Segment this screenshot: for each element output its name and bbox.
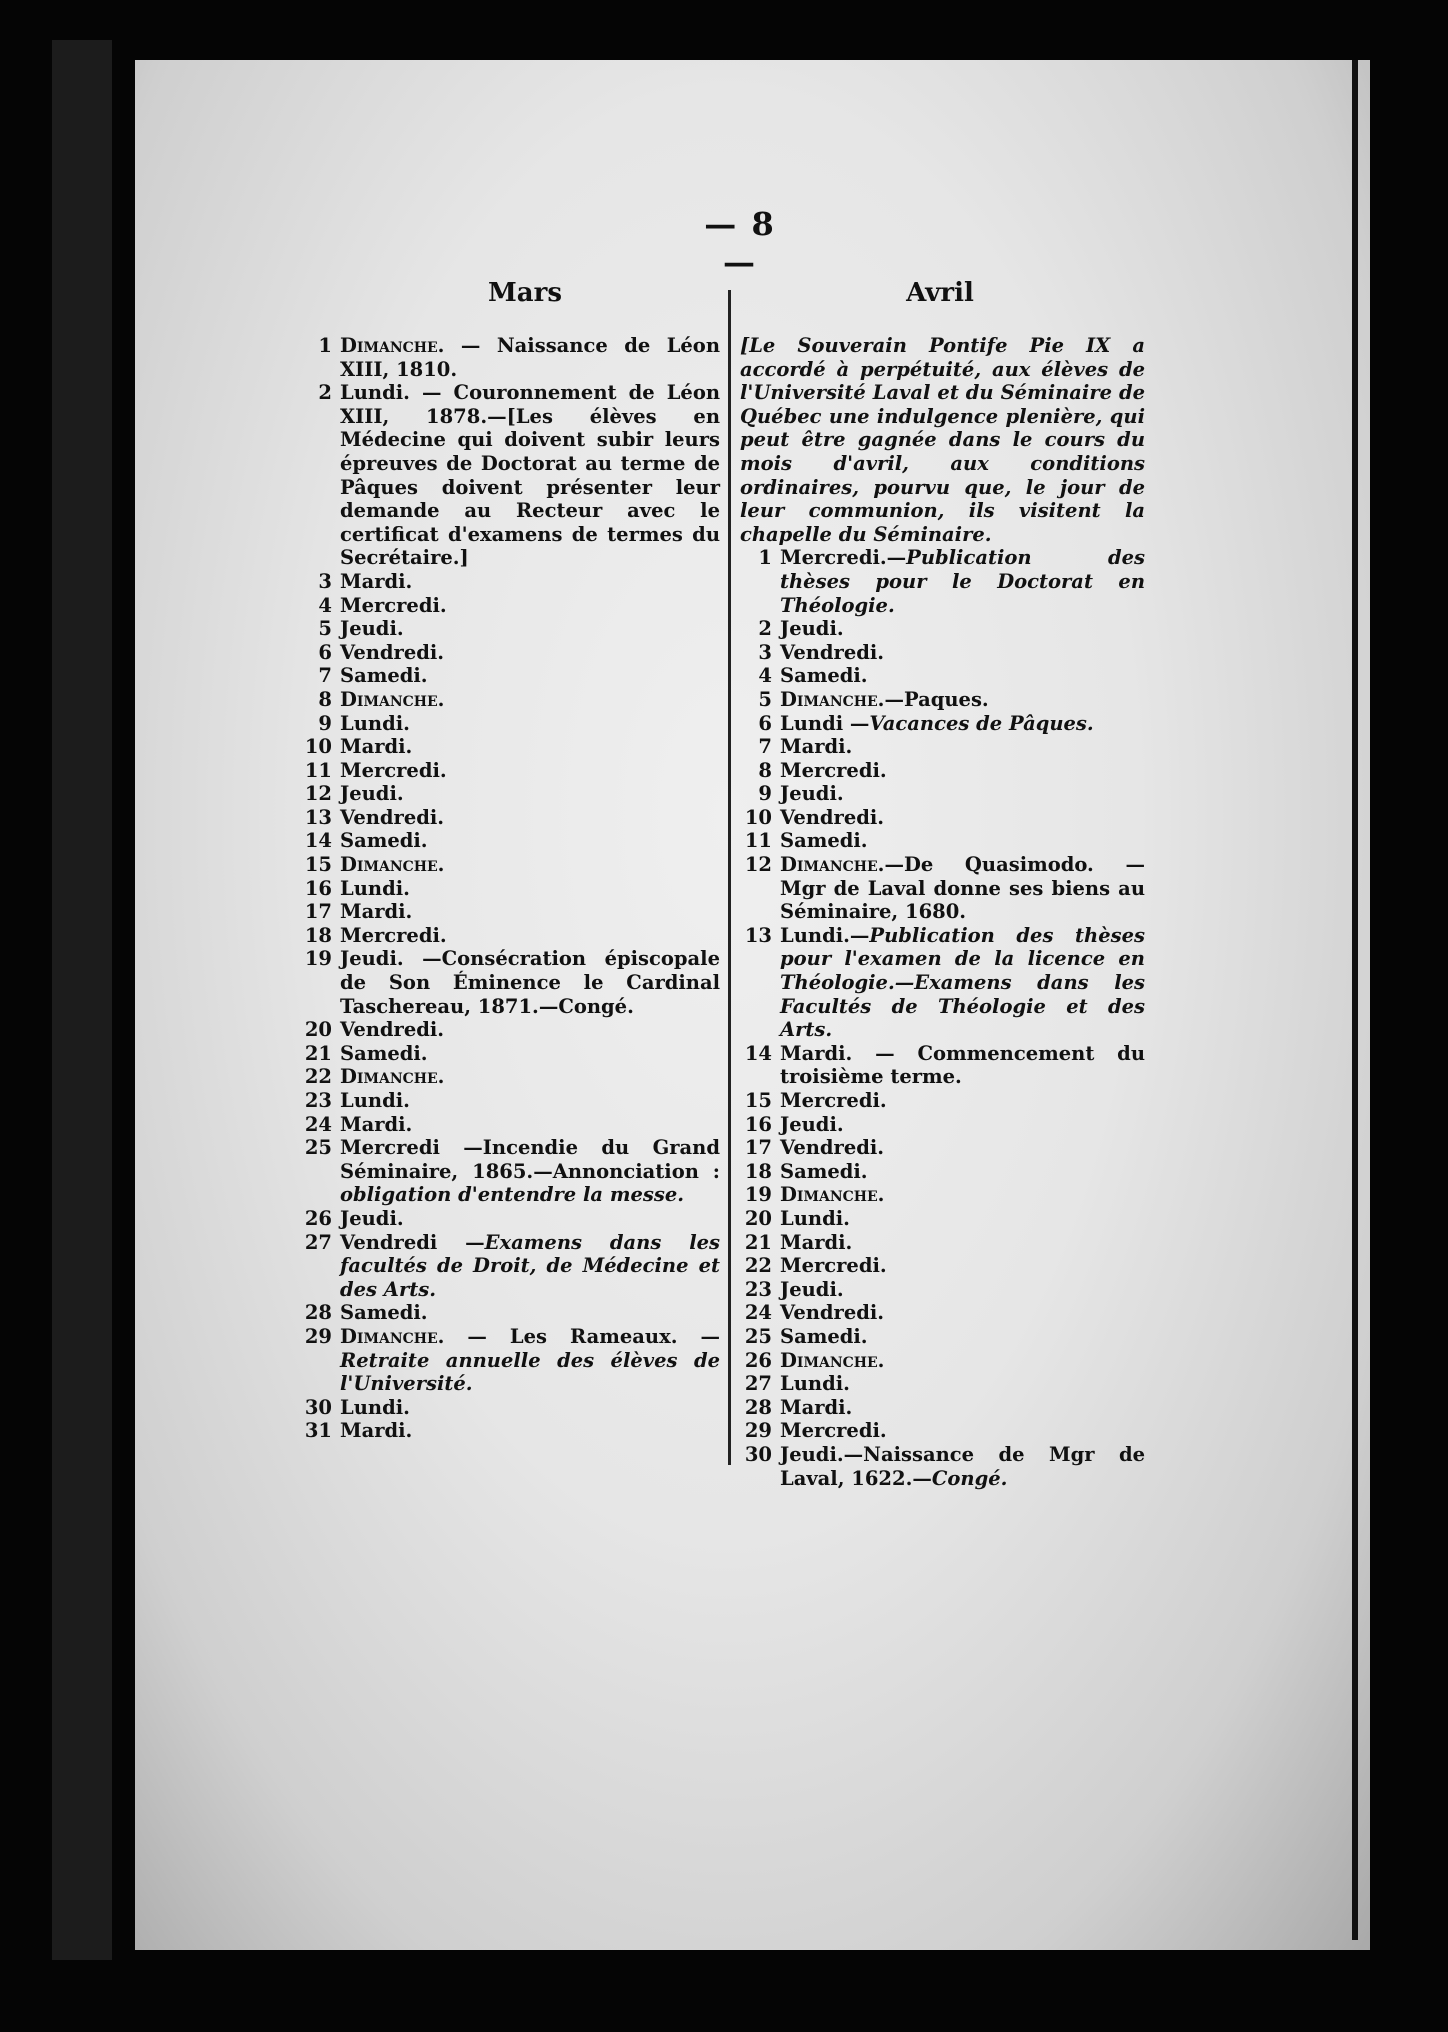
calendar-entry xyxy=(740,1231,1145,1255)
day-name: Lundi. xyxy=(340,711,410,735)
entry-text xyxy=(780,1278,1145,1302)
day-number: 1 xyxy=(318,334,332,357)
calendar-entry xyxy=(740,853,1145,924)
day-name: Lundi. xyxy=(340,1395,410,1419)
entry-text xyxy=(340,947,720,1018)
entry-text xyxy=(780,1089,1145,1113)
day-number: 14 xyxy=(744,1041,772,1065)
entry-text xyxy=(340,759,720,783)
entry-italic-note: Congé. xyxy=(931,1466,1008,1490)
entry-note: —Incendie du Grand Séminaire, 1865.—Annonciation : xyxy=(340,1136,720,1183)
day-name: Dimanche. xyxy=(780,1348,885,1372)
entry-text xyxy=(340,1419,720,1443)
day-number: 17 xyxy=(304,900,332,924)
day-name: Jeudi. xyxy=(780,617,844,641)
day-name: Vendredi. xyxy=(780,640,885,664)
entry-text xyxy=(780,1443,1145,1490)
entry-text xyxy=(340,1325,720,1396)
calendar-entry xyxy=(740,1372,1145,1396)
entry-italic-note: Publication des thèses pour le Doctorat en Théologie. xyxy=(780,546,1145,617)
day-name: Samedi. xyxy=(780,829,868,853)
day-name: Mercredi. xyxy=(340,758,447,782)
day-number: 1 xyxy=(758,546,772,570)
day-name: Samedi. xyxy=(340,1301,428,1325)
day-number: 26 xyxy=(744,1348,772,1372)
day-number: 19 xyxy=(744,1183,772,1207)
day-name: Jeudi. xyxy=(780,1112,844,1136)
calendar-entry xyxy=(300,712,720,736)
entry-text xyxy=(340,617,720,641)
day-name: Jeudi. xyxy=(340,947,404,971)
calendar-entry xyxy=(300,1325,720,1396)
entry-text xyxy=(780,617,1145,641)
day-number: 16 xyxy=(744,1112,772,1136)
day-number: 5 xyxy=(758,687,772,711)
day-name: Mercredi. xyxy=(340,923,447,947)
entry-text xyxy=(340,853,720,877)
day-name: Mercredi. xyxy=(780,758,887,782)
entry-text xyxy=(780,688,1145,712)
calendar-entry xyxy=(300,782,720,806)
calendar-entry xyxy=(740,1089,1145,1113)
day-number: 8 xyxy=(758,758,772,782)
entry-text xyxy=(780,1207,1145,1231)
day-number: 21 xyxy=(304,1041,332,1065)
entry-note: — Les Rameaux. — xyxy=(444,1324,720,1348)
calendar-entry xyxy=(300,1018,720,1042)
calendar-entry xyxy=(300,381,720,570)
day-number: 24 xyxy=(744,1301,772,1325)
day-name: Vendredi xyxy=(340,1230,438,1254)
day-number: 10 xyxy=(744,805,772,829)
calendar-entry xyxy=(740,1042,1145,1089)
entry-text xyxy=(780,1113,1145,1137)
day-name: Mercredi. xyxy=(780,546,887,570)
calendar-entry xyxy=(740,1278,1145,1302)
calendar-entry xyxy=(300,829,720,853)
calendar-entry xyxy=(300,1089,720,1113)
day-name: Dimanche. xyxy=(340,334,445,357)
calendar-entry xyxy=(300,1042,720,1066)
day-number: 16 xyxy=(304,876,332,900)
day-number: 11 xyxy=(304,758,332,782)
entry-italic-note: Vacances de Pâques. xyxy=(869,711,1094,735)
day-name: Mercredi. xyxy=(340,593,447,617)
day-number: 25 xyxy=(744,1324,772,1348)
calendar-entry xyxy=(300,641,720,665)
day-number: 26 xyxy=(304,1206,332,1230)
day-number: 9 xyxy=(318,711,332,735)
day-name: Vendredi. xyxy=(780,805,885,829)
calendar-entry xyxy=(300,1396,720,1420)
day-name: Jeudi. xyxy=(780,1442,844,1466)
calendar-entry xyxy=(740,1207,1145,1231)
page-edge xyxy=(1352,60,1358,1940)
calendar-entry xyxy=(740,664,1145,688)
day-name: Mercredi. xyxy=(780,1419,887,1443)
day-number: 23 xyxy=(744,1277,772,1301)
day-number: 19 xyxy=(304,947,332,971)
entry-text xyxy=(340,641,720,665)
entry-text xyxy=(340,877,720,901)
day-name: Vendredi. xyxy=(780,1301,885,1325)
day-number: 5 xyxy=(318,617,332,641)
calendar-entry xyxy=(300,1065,720,1089)
day-number: 3 xyxy=(758,640,772,664)
entry-text xyxy=(780,759,1145,783)
day-number: 20 xyxy=(744,1206,772,1230)
column-divider xyxy=(728,290,731,1465)
calendar-entry xyxy=(740,546,1145,617)
day-number: 12 xyxy=(744,853,772,877)
entry-text xyxy=(780,1349,1145,1373)
entry-text xyxy=(780,641,1145,665)
day-number: 10 xyxy=(304,735,332,759)
entry-text xyxy=(340,900,720,924)
day-name: Jeudi. xyxy=(780,1277,844,1301)
calendar-entry xyxy=(740,617,1145,641)
day-name: Lundi. xyxy=(340,381,410,405)
entry-text xyxy=(340,782,720,806)
calendar-entry xyxy=(740,1113,1145,1137)
day-number: 24 xyxy=(304,1112,332,1136)
calendar-entry xyxy=(300,334,720,381)
book-spine xyxy=(52,40,112,1960)
calendar-entry xyxy=(300,594,720,618)
day-name: Samedi. xyxy=(340,1041,428,1065)
day-number: 3 xyxy=(318,569,332,593)
day-name: Dimanche. xyxy=(780,1183,885,1207)
calendar-entry xyxy=(300,1419,720,1443)
column-title-mars: Mars xyxy=(488,278,562,308)
entry-text xyxy=(340,664,720,688)
entry-text xyxy=(340,1231,720,1302)
day-number: 27 xyxy=(744,1372,772,1396)
day-number: 7 xyxy=(758,735,772,759)
entry-text xyxy=(340,735,720,759)
entry-text xyxy=(780,1160,1145,1184)
day-number: 2 xyxy=(758,617,772,641)
day-name: Dimanche. xyxy=(780,853,885,877)
entry-note: —De Quasimodo. — Mgr de Laval donne ses biens au Séminaire, 1680. xyxy=(780,853,1145,924)
calendar-entry xyxy=(740,1349,1145,1373)
day-number: 12 xyxy=(304,782,332,806)
day-name: Vendredi. xyxy=(780,1136,885,1160)
entry-text xyxy=(780,829,1145,853)
day-name: Lundi. xyxy=(780,923,850,947)
entry-note: —Naissance de Mgr de Laval, 1622.— xyxy=(780,1442,1145,1490)
day-number: 23 xyxy=(304,1089,332,1112)
day-number: 6 xyxy=(318,640,332,664)
day-number: 6 xyxy=(758,711,772,735)
entry-text xyxy=(780,1254,1145,1278)
calendar-entry xyxy=(300,688,720,712)
day-number: 20 xyxy=(304,1018,332,1042)
page-number: — 8 — xyxy=(704,205,776,281)
day-number: 18 xyxy=(744,1159,772,1183)
entry-text xyxy=(340,1136,720,1207)
calendar-entry xyxy=(740,712,1145,736)
entry-text xyxy=(780,1301,1145,1325)
day-name: Mardi. xyxy=(780,1395,853,1419)
column-title-avril: Avril xyxy=(906,278,974,308)
day-name: Mardi. xyxy=(340,1112,413,1136)
calendar-entry xyxy=(740,829,1145,853)
day-number: 15 xyxy=(304,853,332,877)
entry-note: —Paques. xyxy=(884,687,989,711)
entry-text xyxy=(340,806,720,830)
day-number: 7 xyxy=(318,664,332,688)
entry-text xyxy=(780,664,1145,688)
calendar-entry xyxy=(300,759,720,783)
day-name: Dimanche. xyxy=(340,1065,445,1089)
day-number: 29 xyxy=(744,1419,772,1443)
day-number: 25 xyxy=(304,1136,332,1160)
calendar-entry xyxy=(740,1183,1145,1207)
calendar-column-mars xyxy=(300,334,720,1443)
calendar-entry xyxy=(740,1301,1145,1325)
day-number: 31 xyxy=(304,1419,332,1443)
day-name: Lundi. xyxy=(780,1372,850,1396)
calendar-entry xyxy=(740,1325,1145,1349)
calendar-entry xyxy=(300,806,720,830)
entry-text xyxy=(340,570,720,594)
entry-italic-note: Retraite annuelle des élèves de l'Université. xyxy=(340,1348,720,1396)
day-name: Mardi. xyxy=(340,1419,413,1443)
calendar-entry xyxy=(300,1113,720,1137)
entry-note: — xyxy=(843,711,870,735)
entry-italic-note: obligation d'entendre la messe. xyxy=(340,1183,685,1207)
entry-note: — Naissance de Léon XIII, 1810. xyxy=(340,334,720,381)
day-name: Samedi. xyxy=(780,664,868,688)
entry-text xyxy=(340,924,720,948)
day-name: Mardi. xyxy=(780,1230,853,1254)
entry-text xyxy=(780,806,1145,830)
calendar-entry xyxy=(740,924,1145,1042)
day-name: Mercredi. xyxy=(780,1089,887,1112)
day-name: Mardi. xyxy=(340,569,413,593)
day-name: Mardi. xyxy=(780,735,853,759)
calendar-entry xyxy=(300,1207,720,1231)
day-number: 27 xyxy=(304,1230,332,1254)
day-name: Mardi. xyxy=(780,1041,853,1065)
day-name: Mercredi xyxy=(340,1136,440,1160)
calendar-entry xyxy=(300,853,720,877)
calendar-column-avril xyxy=(740,334,1145,1490)
day-name: Vendredi. xyxy=(340,640,445,664)
calendar-entry xyxy=(740,1254,1145,1278)
entry-text xyxy=(780,735,1145,759)
calendar-entry xyxy=(740,1396,1145,1420)
day-number: 17 xyxy=(744,1136,772,1160)
entry-text xyxy=(780,1396,1145,1420)
day-number: 29 xyxy=(304,1324,332,1348)
calendar-entry xyxy=(300,735,720,759)
day-name: Dimanche. xyxy=(780,687,885,711)
entry-text xyxy=(780,853,1145,924)
calendar-entry xyxy=(740,641,1145,665)
day-number: 15 xyxy=(744,1089,772,1112)
day-name: Jeudi. xyxy=(340,617,404,641)
entry-text xyxy=(780,1042,1145,1089)
entry-text xyxy=(340,829,720,853)
entry-note: —Consécration épiscopale de Son Éminence le Cardinal Taschereau, 1871.—Congé. xyxy=(340,947,720,1018)
entry-note: — xyxy=(886,546,907,570)
day-name: Samedi. xyxy=(780,1159,868,1183)
day-number: 22 xyxy=(304,1065,332,1089)
day-name: Dimanche. xyxy=(340,853,445,877)
entry-note: — xyxy=(849,923,870,947)
day-name: Mardi. xyxy=(340,900,413,924)
day-number: 4 xyxy=(758,664,772,688)
entry-italic-note: Examens dans les facultés de Droit, de Médecine et des Arts. xyxy=(340,1230,720,1301)
day-name: Jeudi. xyxy=(780,782,844,806)
day-name: Vendredi. xyxy=(340,805,445,829)
day-name: Jeudi. xyxy=(340,782,404,806)
entry-text xyxy=(340,1089,720,1113)
calendar-entry xyxy=(740,782,1145,806)
day-number: 9 xyxy=(758,782,772,806)
day-number: 4 xyxy=(318,593,332,617)
entry-text xyxy=(340,594,720,618)
day-number: 2 xyxy=(318,381,332,405)
calendar-entry xyxy=(740,1419,1145,1443)
day-name: Lundi. xyxy=(340,1089,410,1112)
entry-text xyxy=(780,1419,1145,1443)
entry-text xyxy=(340,1207,720,1231)
day-number: 8 xyxy=(318,687,332,711)
calendar-entry xyxy=(300,570,720,594)
entry-note: — Couronnement de Léon XIII, 1878.—[Les élèves en Médecine qui doivent subir leurs épreuves de Doctorat au terme de Pâques doivent présenter leur demande au Recteur avec le certificat d'examens de termes du Secrétaire.] xyxy=(340,381,720,570)
day-number: 14 xyxy=(304,829,332,853)
day-name: Dimanche. xyxy=(340,1324,445,1348)
entry-text xyxy=(340,688,720,712)
calendar-entry xyxy=(740,759,1145,783)
entry-note: — xyxy=(437,1230,485,1254)
calendar-entry xyxy=(740,1136,1145,1160)
entry-text xyxy=(780,1325,1145,1349)
calendar-entry xyxy=(300,1231,720,1302)
calendar-entry xyxy=(300,900,720,924)
day-name: Lundi. xyxy=(780,1206,850,1230)
entry-text xyxy=(780,1231,1145,1255)
day-number: 28 xyxy=(304,1301,332,1325)
calendar-entry xyxy=(740,688,1145,712)
day-name: Dimanche. xyxy=(340,687,445,711)
entry-text xyxy=(780,546,1145,617)
calendar-entry xyxy=(300,877,720,901)
entry-text xyxy=(340,334,720,381)
entry-text xyxy=(780,1183,1145,1207)
entry-text xyxy=(780,712,1145,736)
day-number: 13 xyxy=(304,805,332,829)
day-name: Mercredi. xyxy=(780,1254,887,1278)
entry-text xyxy=(780,924,1145,1042)
calendar-entry xyxy=(740,735,1145,759)
day-number: 11 xyxy=(744,829,772,853)
entry-text xyxy=(340,1113,720,1137)
calendar-entry xyxy=(300,1301,720,1325)
entry-text xyxy=(340,1396,720,1420)
day-name: Jeudi. xyxy=(340,1206,404,1230)
entry-text xyxy=(780,782,1145,806)
calendar-entry xyxy=(740,1443,1145,1490)
entry-italic-note: Publication des thèses pour l'examen de la licence en Théologie.—Examens dans les Facultés de Théologie et des Arts. xyxy=(780,923,1145,1042)
indulgence-notice: [Le Souverain Pontife Pie IX a accordé à perpétuité, aux élèves de l'Université Laval et du Séminaire de Québec une indulgence plenière, qui peut être gagnée dans le cours du mois d'avril, aux conditions ordinaires, pourvu que, le jour de leur communion, ils visitent la chapelle du Séminaire. xyxy=(740,334,1145,546)
calendar-entry xyxy=(740,806,1145,830)
day-name: Samedi. xyxy=(780,1324,868,1348)
day-number: 22 xyxy=(744,1254,772,1278)
entry-text xyxy=(340,381,720,570)
entry-text xyxy=(340,712,720,736)
day-number: 13 xyxy=(744,923,772,947)
day-name: Samedi. xyxy=(340,664,428,688)
calendar-entry xyxy=(300,617,720,641)
entry-text xyxy=(340,1018,720,1042)
day-name: Samedi. xyxy=(340,829,428,853)
day-name: Vendredi. xyxy=(340,1018,445,1042)
day-number: 28 xyxy=(744,1395,772,1419)
entry-note: — Commencement du troisième terme. xyxy=(780,1041,1145,1089)
day-name: Mardi. xyxy=(340,735,413,759)
calendar-entry xyxy=(300,924,720,948)
calendar-entry xyxy=(740,1160,1145,1184)
day-number: 30 xyxy=(304,1395,332,1419)
day-number: 18 xyxy=(304,923,332,947)
day-name: Lundi. xyxy=(340,876,410,900)
entry-text xyxy=(780,1372,1145,1396)
entry-text xyxy=(340,1301,720,1325)
calendar-entry xyxy=(300,664,720,688)
entry-text xyxy=(780,1136,1145,1160)
day-number: 21 xyxy=(744,1230,772,1254)
entry-text xyxy=(340,1065,720,1089)
day-name: Lundi xyxy=(780,711,844,735)
day-number: 30 xyxy=(744,1442,772,1466)
calendar-entry xyxy=(300,1136,720,1207)
calendar-entry xyxy=(300,947,720,1018)
entry-text xyxy=(340,1042,720,1066)
